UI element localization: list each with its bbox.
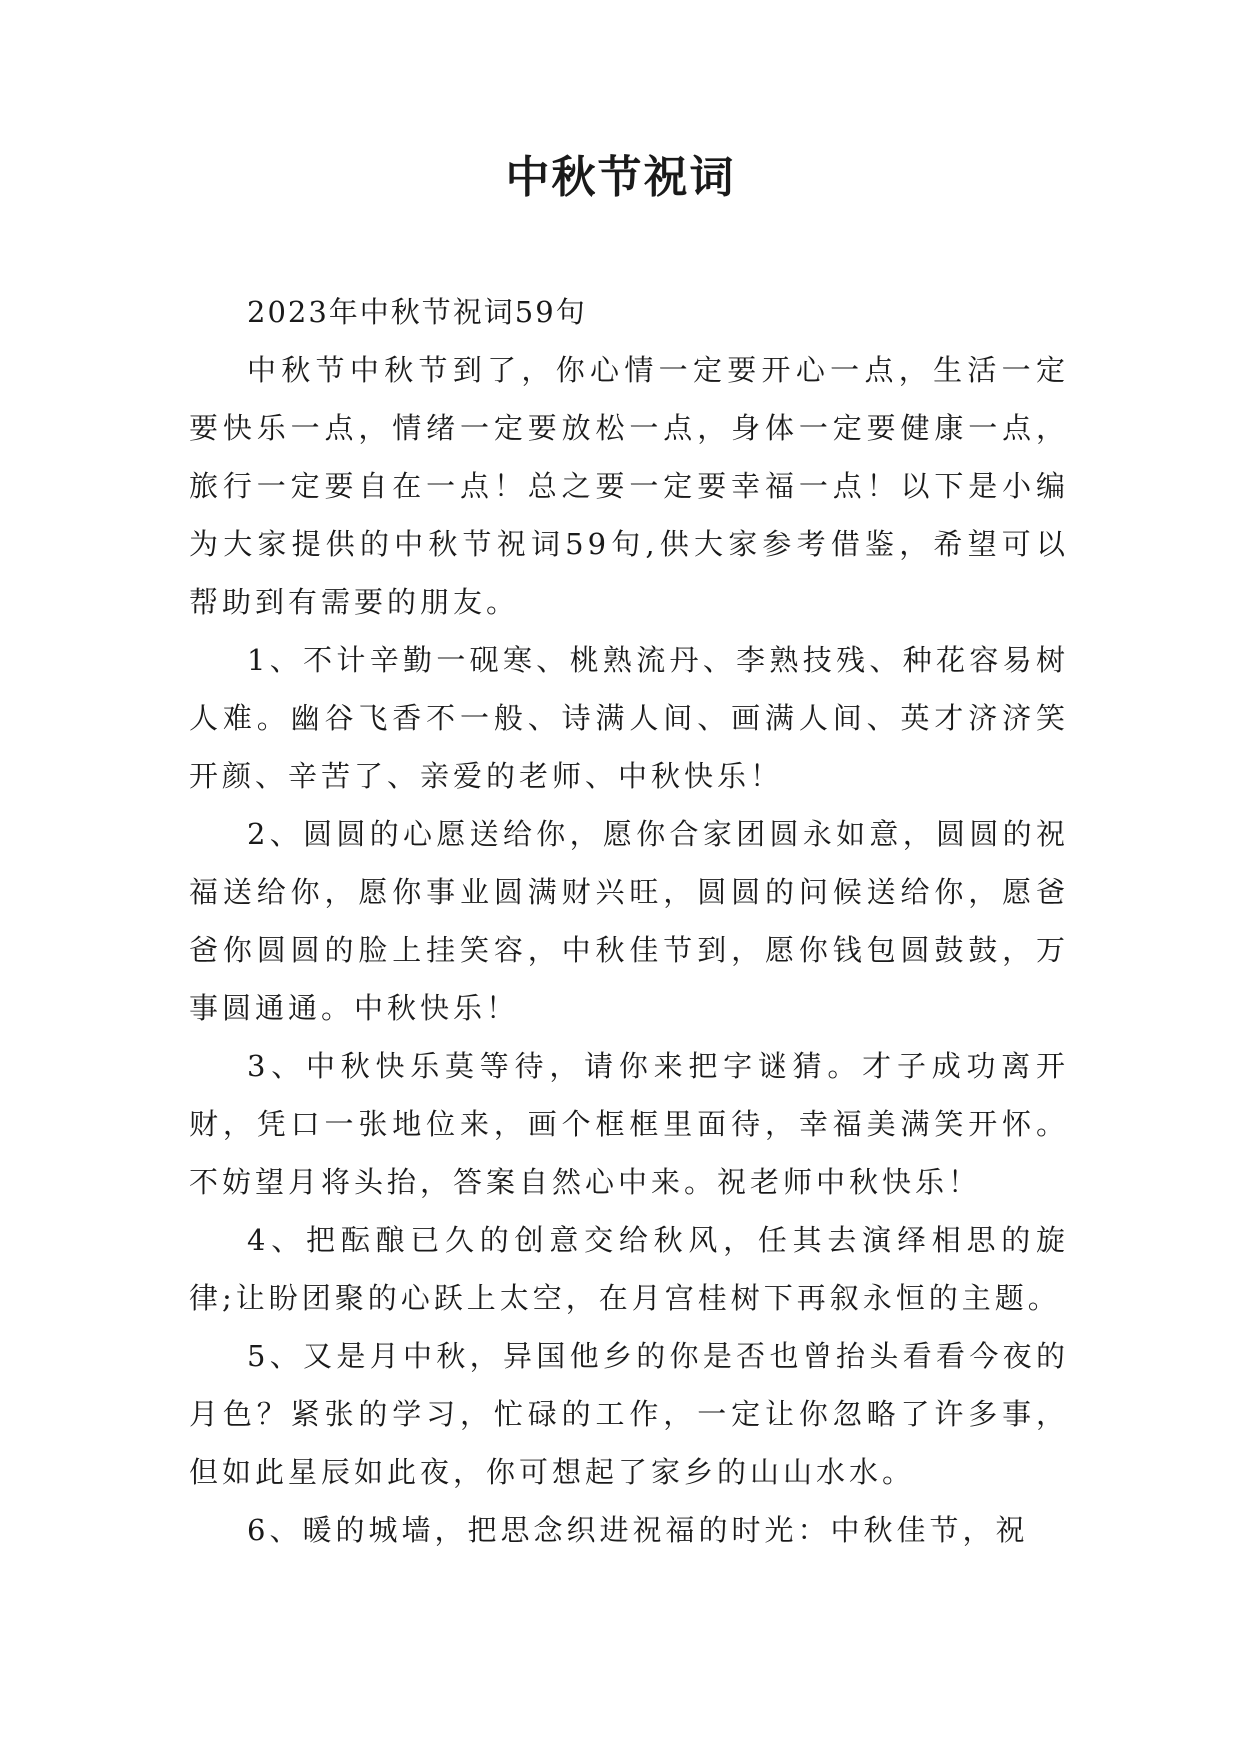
greeting-paragraph-5: 5、又是月中秋，异国他乡的你是否也曾抬头看看今夜的月色？紧张的学习，忙碌的工作，一定让你忽略了许多事，但如此星辰如此夜，你可想起了家乡的山山水水。 [189, 1339, 1069, 1489]
greeting-paragraph-1: 1、不计辛勤一砚寒、桃熟流丹、李熟技残、种花容易树人难。幽谷飞香不一般、诗满人间、画满人间、英才济济笑开颜、辛苦了、亲爱的老师、中秋快乐！ [189, 643, 1069, 793]
greeting-paragraph-4: 4、把酝酿已久的创意交给秋风，任其去演绎相思的旋律;让盼团聚的心跃上太空，在月宫桂树下再叙永恒的主题。 [189, 1223, 1069, 1315]
document-title: 中秋节祝词 [505, 152, 736, 203]
document-body [189, 283, 1069, 1559]
intro-paragraph: 中秋节中秋节到了，你心情一定要开心一点，生活一定要快乐一点，情绪一定要放松一点，身体一定要健康一点，旅行一定要自在一点！总之要一定要幸福一点！以下是小编为大家提供的中秋节祝词59句,供大家参考借鉴，希望可以帮助到有需要的朋友。 [189, 353, 1069, 619]
greeting-paragraph-2: 2、圆圆的心愿送给你，愿你合家团圆永如意，圆圆的祝福送给你，愿你事业圆满财兴旺，圆圆的问候送给你，愿爸爸你圆圆的脸上挂笑容，中秋佳节到，愿你钱包圆鼓鼓，万事圆通通。中秋快乐！ [189, 817, 1069, 1025]
greeting-paragraph-6: 6、暖的城墙，把思念织进祝福的时光：中秋佳节，祝 [247, 1513, 1029, 1547]
greeting-paragraph-3: 3、中秋快乐莫等待，请你来把字谜猜。才子成功离开财，凭口一张地位来，画个框框里面待，幸福美满笑开怀。不妨望月将头抬，答案自然心中来。祝老师中秋快乐！ [189, 1049, 1069, 1199]
subtitle-paragraph: 2023年中秋节祝词59句 [247, 295, 587, 329]
